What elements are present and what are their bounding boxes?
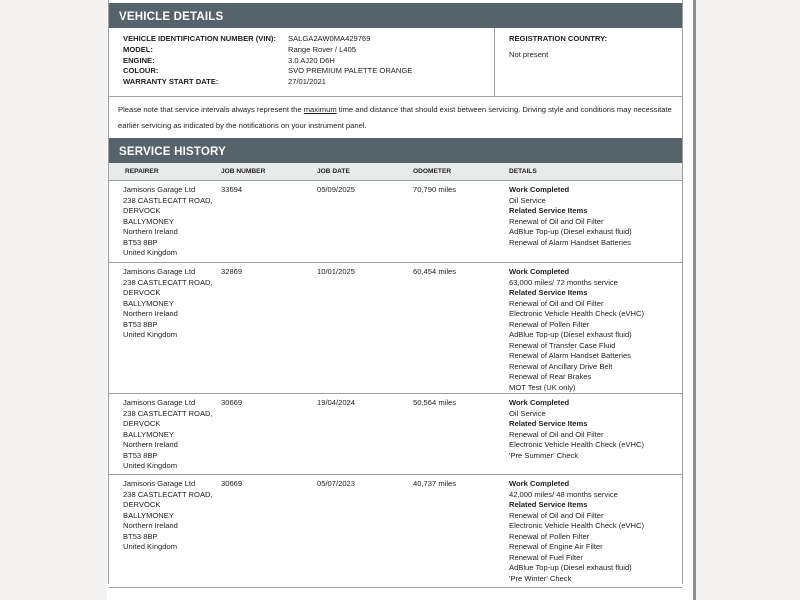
service-history-column-headers	[109, 163, 682, 181]
repairer-cell	[109, 185, 221, 262]
field-value: 3.0 AJ20 D6H	[288, 55, 335, 65]
repairer-address-line: 238 CASTLECATT ROAD,	[123, 408, 213, 418]
details-item: 'Pre Summer' Check	[509, 450, 579, 460]
job-date-cell: 05/09/2025	[317, 185, 356, 194]
repairer-address-line: BT53 8BP	[123, 237, 158, 247]
field-label: WARRANTY START DATE:	[123, 77, 219, 87]
repairer-address-line: DERVOCK	[123, 500, 161, 509]
details-item: 'Pre Winter' Check	[509, 573, 572, 583]
note-text-after: time and distance that should exist between servicing. Driving style and conditions may necessitate earlier servicing as indicated by the notifications on your instrument panel.	[118, 105, 672, 130]
details-item: 42,000 miles/ 48 months service	[509, 489, 618, 499]
table-row	[109, 263, 682, 394]
details-item: Renewal of Ancillary Drive Belt	[509, 361, 613, 371]
field-label: ENGINE:	[123, 55, 155, 65]
details-heading: Related Service Items	[509, 500, 588, 509]
colour-field	[123, 66, 494, 77]
details-item: Electronic Vehicle Health Check (eVHC)	[509, 521, 645, 530]
odometer-cell: 70,790 miles	[413, 185, 457, 194]
repairer-address-line: Northern Ireland	[123, 440, 178, 449]
repairer-address-line: United Kingdom	[123, 248, 178, 257]
column-header-repairer: REPAIRER	[125, 168, 159, 175]
repairer-address-line: Jamisons Garage Ltd	[123, 398, 196, 407]
job-number-cell: 30669	[221, 479, 243, 488]
details-item: Renewal of Pollen Filter	[509, 531, 590, 541]
details-item: Renewal of Oil and Oil Filter	[509, 298, 604, 308]
details-item: Renewal of Transfer Case Fluid	[509, 340, 616, 350]
note-underlined-word: maximum	[303, 105, 337, 114]
field-value: SALGA2AW0MA429769	[288, 34, 371, 43]
service-history-title: SERVICE HISTORY	[119, 145, 226, 158]
warranty-start-field	[123, 77, 494, 88]
job-number-cell: 30669	[221, 398, 243, 407]
details-item: Oil Service	[509, 408, 546, 418]
repairer-address-line: Jamisons Garage Ltd	[123, 185, 196, 194]
repairer-address-line: DERVOCK	[123, 419, 161, 428]
engine-field	[123, 56, 494, 67]
table-row	[109, 394, 682, 475]
details-heading: Related Service Items	[509, 288, 588, 297]
registration-country-value: Not present	[509, 49, 549, 59]
repairer-address-line: 238 CASTLECATT ROAD,	[123, 195, 213, 205]
repairer-address-line: BALLYMONEY	[123, 216, 174, 226]
field-label: COLOUR:	[123, 66, 159, 76]
details-item: 63,000 miles/ 72 months service	[509, 277, 618, 287]
service-history-header	[109, 138, 682, 163]
details-heading: Work Completed	[509, 479, 570, 488]
registration-country-label: REGISTRATION COUNTRY:	[509, 34, 608, 43]
repairer-address-line: United Kingdom	[123, 461, 178, 470]
repairer-address-line: BT53 8BP	[123, 450, 158, 460]
job-number-cell: 33694	[221, 185, 243, 194]
field-value: 27/01/2021	[288, 77, 327, 87]
service-history-rows	[109, 181, 682, 588]
column-header-details: DETAILS	[509, 168, 537, 175]
repairer-address-line: Jamisons Garage Ltd	[123, 479, 196, 488]
job-date-cell: 19/04/2024	[317, 398, 356, 407]
document-page	[107, 0, 693, 600]
job-date-cell: 10/01/2025	[317, 267, 356, 276]
job-date-cell: 05/07/2023	[317, 479, 356, 488]
details-item: AdBlue Top-up (Diesel exhaust fluid)	[509, 563, 632, 572]
repairer-address-line: 238 CASTLECATT ROAD,	[123, 277, 213, 287]
details-item: Renewal of Engine Air Filter	[509, 542, 603, 551]
repairer-address-line: BT53 8BP	[123, 319, 158, 329]
repairer-address-line: Northern Ireland	[123, 227, 178, 236]
report-box	[108, 0, 683, 584]
field-label: MODEL:	[123, 44, 153, 54]
details-item: Renewal of Rear Brakes	[509, 372, 592, 381]
repairer-address-line: BALLYMONEY	[123, 510, 174, 520]
details-heading: Related Service Items	[509, 419, 588, 428]
registration-country	[495, 28, 682, 96]
scrollbar-divider	[693, 0, 696, 600]
vin-field	[123, 34, 494, 45]
details-heading: Work Completed	[509, 398, 570, 407]
job-number-cell: 32869	[221, 267, 243, 276]
details-item: Renewal of Oil and Oil Filter	[509, 216, 604, 226]
field-value: Range Rover / L405	[288, 44, 356, 54]
repairer-address-line: United Kingdom	[123, 542, 178, 551]
details-heading: Related Service Items	[509, 206, 588, 215]
repairer-address-line: United Kingdom	[123, 330, 178, 339]
vehicle-details-fields	[109, 28, 495, 96]
repairer-address-line: BT53 8BP	[123, 531, 158, 541]
repairer-cell	[109, 479, 221, 587]
column-header-job-number: JOB NUMBER	[221, 168, 266, 175]
repairer-cell	[109, 267, 221, 393]
details-item: MOT Test (UK only)	[509, 382, 576, 392]
odometer-cell: 50,564 miles	[413, 398, 457, 407]
details-cell	[509, 185, 682, 262]
odometer-cell: 60,454 miles	[413, 267, 457, 276]
service-interval-note	[109, 97, 682, 135]
vehicle-details-title: VEHICLE DETAILS	[119, 10, 224, 23]
details-item: AdBlue Top-up (Diesel exhaust fluid)	[509, 330, 632, 339]
vehicle-details-body	[109, 28, 682, 97]
table-row	[109, 475, 682, 588]
details-item: Oil Service	[509, 195, 546, 205]
details-item: Renewal of Pollen Filter	[509, 319, 590, 329]
column-header-job-date: JOB DATE	[317, 168, 350, 175]
repairer-address-line: 238 CASTLECATT ROAD,	[123, 489, 213, 499]
repairer-address-line: Northern Ireland	[123, 309, 178, 318]
details-heading: Work Completed	[509, 185, 570, 194]
note-text-before: Please note that service intervals always represent the	[118, 105, 304, 114]
repairer-cell	[109, 398, 221, 474]
model-field	[123, 45, 494, 56]
details-cell	[509, 267, 682, 393]
column-header-odometer: ODOMETER	[413, 168, 452, 175]
details-item: Renewal of Oil and Oil Filter	[509, 429, 604, 439]
repairer-address-line: BALLYMONEY	[123, 298, 174, 308]
details-item: AdBlue Top-up (Diesel exhaust fluid)	[509, 227, 632, 236]
table-row	[109, 181, 682, 263]
details-item: Renewal of Oil and Oil Filter	[509, 510, 604, 520]
repairer-address-line: DERVOCK	[123, 288, 161, 297]
odometer-cell: 40,737 miles	[413, 479, 457, 488]
details-cell	[509, 479, 682, 587]
details-item: Electronic Vehicle Health Check (eVHC)	[509, 309, 645, 318]
details-item: Electronic Vehicle Health Check (eVHC)	[509, 440, 645, 449]
repairer-address-line: Northern Ireland	[123, 521, 178, 530]
details-item: Renewal of Alarm Handset Batteries	[509, 351, 631, 360]
repairer-address-line: DERVOCK	[123, 206, 161, 215]
vehicle-details-header	[109, 3, 682, 28]
field-value: SVO PREMIUM PALETTE ORANGE	[288, 66, 413, 76]
details-cell	[509, 398, 682, 474]
details-item: Renewal of Alarm Handset Batteries	[509, 237, 631, 247]
details-heading: Work Completed	[509, 267, 570, 276]
field-label: VEHICLE IDENTIFICATION NUMBER (VIN):	[123, 34, 276, 43]
repairer-address-line: BALLYMONEY	[123, 429, 174, 439]
repairer-address-line: Jamisons Garage Ltd	[123, 267, 196, 276]
details-item: Renewal of Fuel Filter	[509, 552, 583, 562]
